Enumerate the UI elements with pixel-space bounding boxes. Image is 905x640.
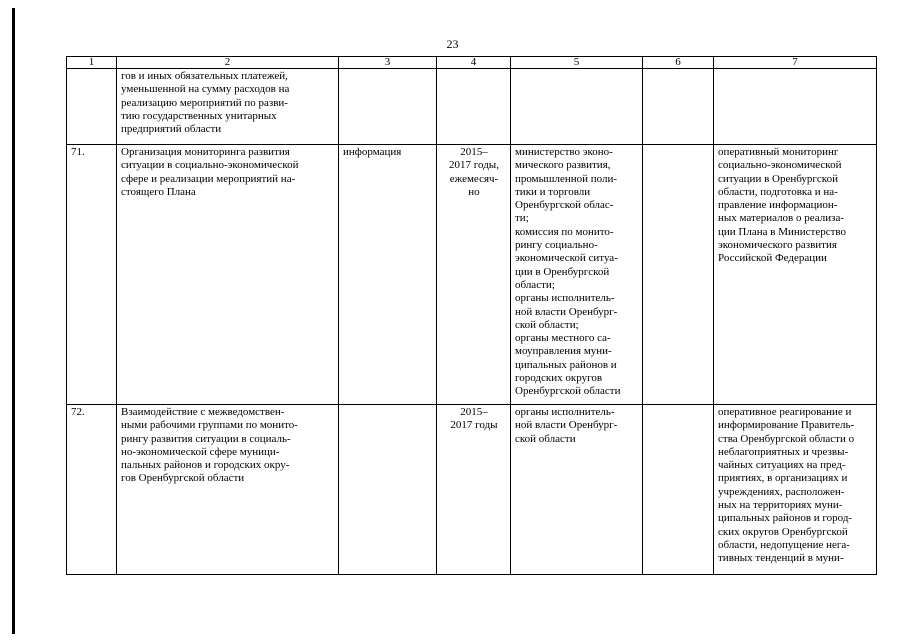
executors-cell: министерство эконо- мического развития, промышленной поли- тики и торговли Оренбургской облас- ти; комиссия по монито- рингу социально- экономической ситуа- ции в Оренбургской области; органы исполнитель- ной власти Оренбург- ской области; органы местного са- моуправления муни- ципальных районов и городских округов Оренбургской области	[511, 145, 643, 405]
binding-margin-line	[12, 8, 15, 634]
expected-result-cell: оперативный мониторинг социально-экономической ситуации в Оренбургской области, подготовка и на- правление информацион- ных материалов о реализа- ции Плана в Министерство экономического развития Российской Федерации	[714, 145, 877, 405]
row-number-cell: 72.	[67, 405, 117, 575]
expected-result-cell	[714, 69, 877, 145]
column-header-5: 5	[511, 57, 643, 69]
measure-name-cell: Взаимодействие с межведомствен- ными рабочими группами по монито- рингу развития ситуации в социаль- но-экономической сфере муници- пальных районов и городских окру- гов Оренбургской области	[117, 405, 339, 575]
measure-name-cell: гов и иных обязательных платежей, уменьшенной на сумму расходов на реализацию мероприятий по разви- тию государственных унитарных предприятий области	[117, 69, 339, 145]
term-cell	[437, 69, 511, 145]
column-header-7: 7	[714, 57, 877, 69]
executors-cell: органы исполнитель- ной власти Оренбург- ской области	[511, 405, 643, 575]
table-row	[67, 145, 877, 405]
table-row	[67, 69, 877, 145]
table-header-row	[67, 57, 877, 69]
document-form-cell	[339, 69, 437, 145]
measure-name-cell: Организация мониторинга развития ситуации в социально-экономической сфере и реализации мероприятий на- стоящего Плана	[117, 145, 339, 405]
column-header-1: 1	[67, 57, 117, 69]
term-cell: 2015– 2017 годы	[437, 405, 511, 575]
column-header-4: 4	[437, 57, 511, 69]
column-header-6: 6	[643, 57, 714, 69]
plan-table	[66, 56, 877, 575]
expected-result-cell: оперативное реагирование и информирование Правитель- ства Оренбургской области о неблагоприятных и чрезвы- чайных ситуациях на пред- приятиях, в организациях и учреждениях, расположен- ных на территориях муни- ципальных районов и город- ских округов Оренбургской области, недопущение нега- тивных тенденций в муни-	[714, 405, 877, 575]
column-header-2: 2	[117, 57, 339, 69]
table-row	[67, 405, 877, 575]
row-number-cell	[67, 69, 117, 145]
row-number-cell: 71.	[67, 145, 117, 405]
page-number: 23	[446, 37, 459, 51]
document-form-cell: информация	[339, 145, 437, 405]
column-6-cell	[643, 69, 714, 145]
executors-cell	[511, 69, 643, 145]
document-form-cell	[339, 405, 437, 575]
column-6-cell	[643, 405, 714, 575]
term-cell: 2015– 2017 годы, ежемесяч- но	[437, 145, 511, 405]
column-6-cell	[643, 145, 714, 405]
column-header-3: 3	[339, 57, 437, 69]
